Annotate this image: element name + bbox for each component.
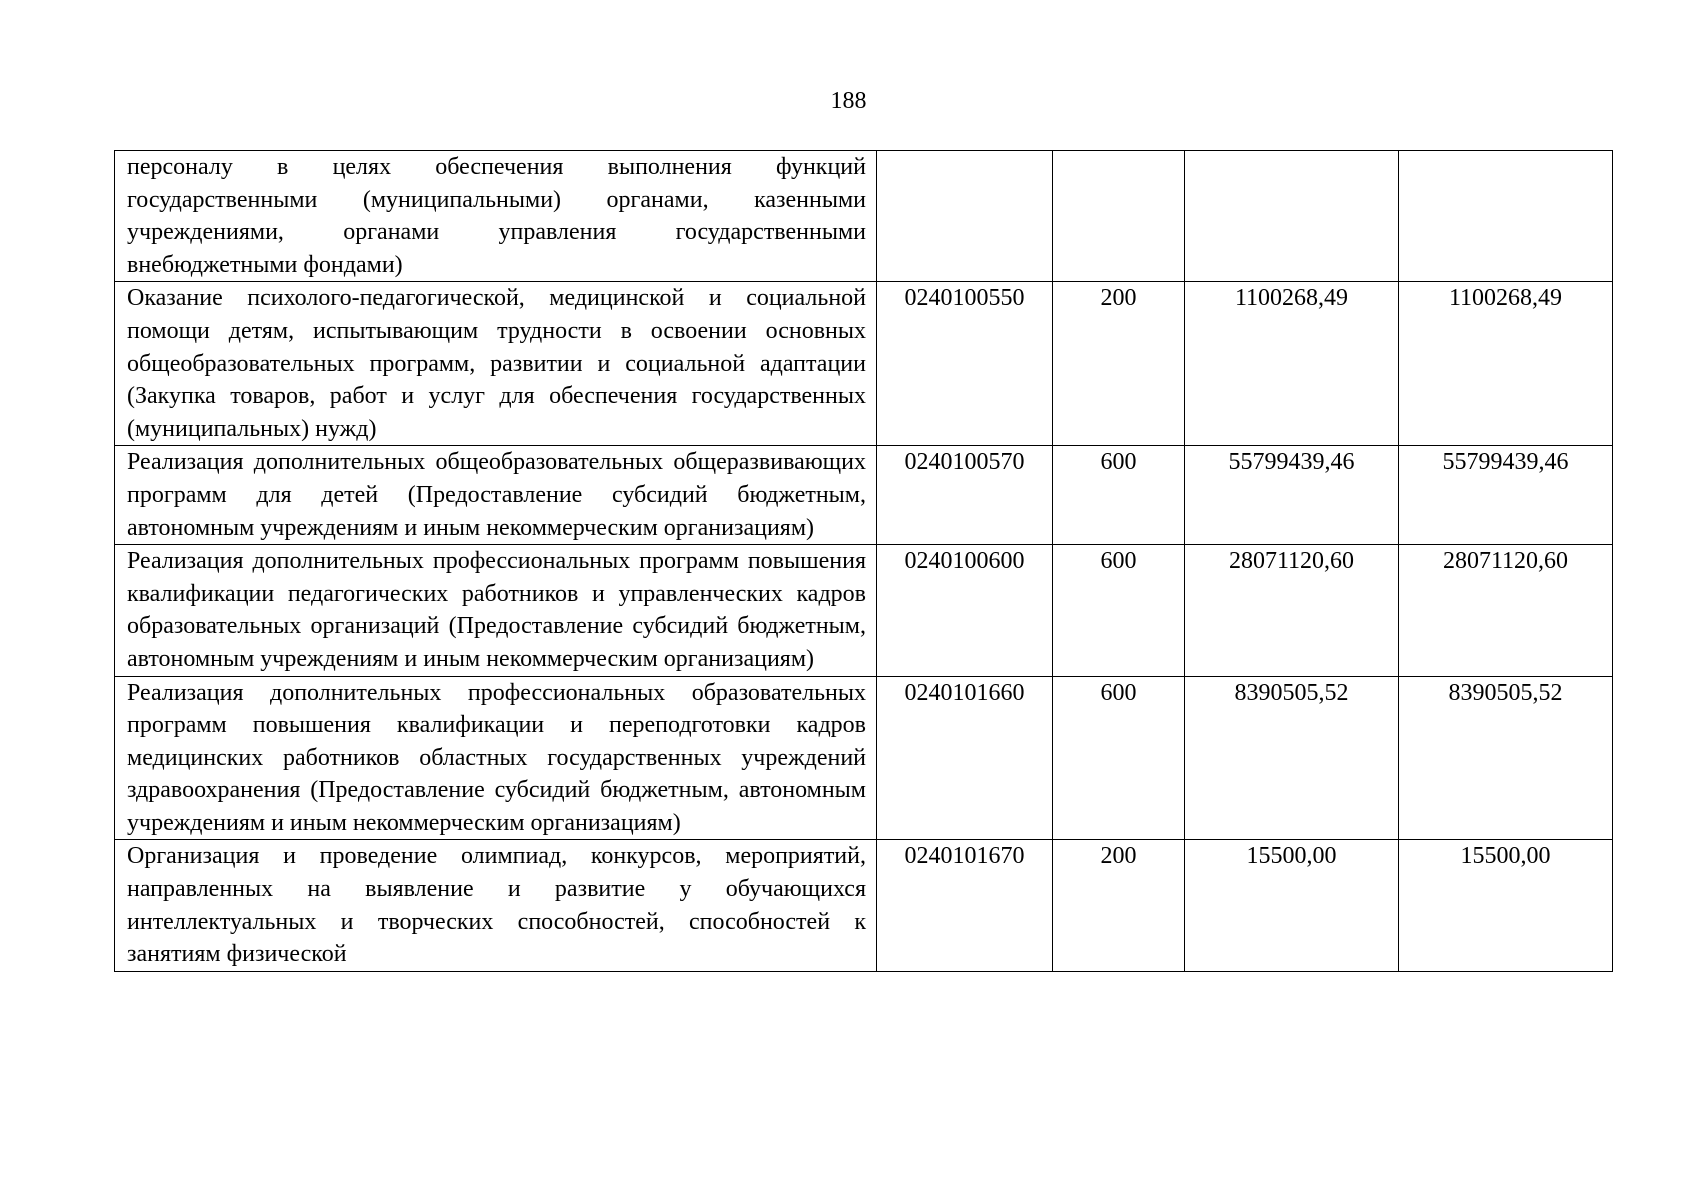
row-amount-2: 1100268,49	[1399, 282, 1613, 446]
row-amount-1: 28071120,60	[1185, 545, 1399, 676]
row-expense-type: 200	[1053, 840, 1185, 971]
table-row	[115, 282, 1613, 446]
row-target-code	[877, 151, 1053, 282]
row-amount-2: 55799439,46	[1399, 446, 1613, 545]
row-expense-type: 600	[1053, 676, 1185, 840]
row-description: Реализация дополнительных профессиональных программ повышения квалификации педагогических работников и управленческих кадров образовательных организаций (Предоставление субсидий бюджетным, автономным учреждениям и иным некоммерческим организациям)	[115, 545, 877, 676]
row-expense-type	[1053, 151, 1185, 282]
row-target-code: 0240100570	[877, 446, 1053, 545]
row-amount-2	[1399, 151, 1613, 282]
row-description: Оказание психолого-педагогической, медицинской и социальной помощи детям, испытывающим трудности в освоении основных общеобразовательных программ, развитии и социальной адаптации (Закупка товаров, работ и услуг для обеспечения государственных (муниципальных) нужд)	[115, 282, 877, 446]
row-target-code: 0240100550	[877, 282, 1053, 446]
row-amount-1: 8390505,52	[1185, 676, 1399, 840]
row-amount-2: 15500,00	[1399, 840, 1613, 971]
row-description: персоналу в целях обеспечения выполнения функций государственными (муниципальными) органами, казенными учреждениями, органами управления государственными внебюджетными фондами)	[115, 151, 877, 282]
row-target-code: 0240100600	[877, 545, 1053, 676]
table-row	[115, 545, 1613, 676]
row-amount-1: 1100268,49	[1185, 282, 1399, 446]
table-row	[115, 840, 1613, 971]
row-amount-2: 28071120,60	[1399, 545, 1613, 676]
row-description: Реализация дополнительных профессиональных образовательных программ повышения квалификации и переподготовки кадров медицинских работников областных государственных учреждений здравоохранения (Предоставление субсидий бюджетным, автономным учреждениям и иным некоммерческим организациям)	[115, 676, 877, 840]
row-description: Организация и проведение олимпиад, конкурсов, мероприятий, направленных на выявление и развитие у обучающихся интеллектуальных и творческих способностей, способностей к занятиям физической	[115, 840, 877, 971]
table-row	[115, 676, 1613, 840]
row-amount-1	[1185, 151, 1399, 282]
row-amount-1: 55799439,46	[1185, 446, 1399, 545]
budget-table	[114, 150, 1613, 972]
row-description: Реализация дополнительных общеобразовательных общеразвивающих программ для детей (Предоставление субсидий бюджетным, автономным учреждениям и иным некоммерческим организациям)	[115, 446, 877, 545]
row-expense-type: 600	[1053, 545, 1185, 676]
row-amount-1: 15500,00	[1185, 840, 1399, 971]
row-target-code: 0240101670	[877, 840, 1053, 971]
row-expense-type: 600	[1053, 446, 1185, 545]
table-row	[115, 151, 1613, 282]
table-row	[115, 446, 1613, 545]
row-expense-type: 200	[1053, 282, 1185, 446]
row-target-code: 0240101660	[877, 676, 1053, 840]
row-amount-2: 8390505,52	[1399, 676, 1613, 840]
page-number: 188	[830, 88, 867, 114]
